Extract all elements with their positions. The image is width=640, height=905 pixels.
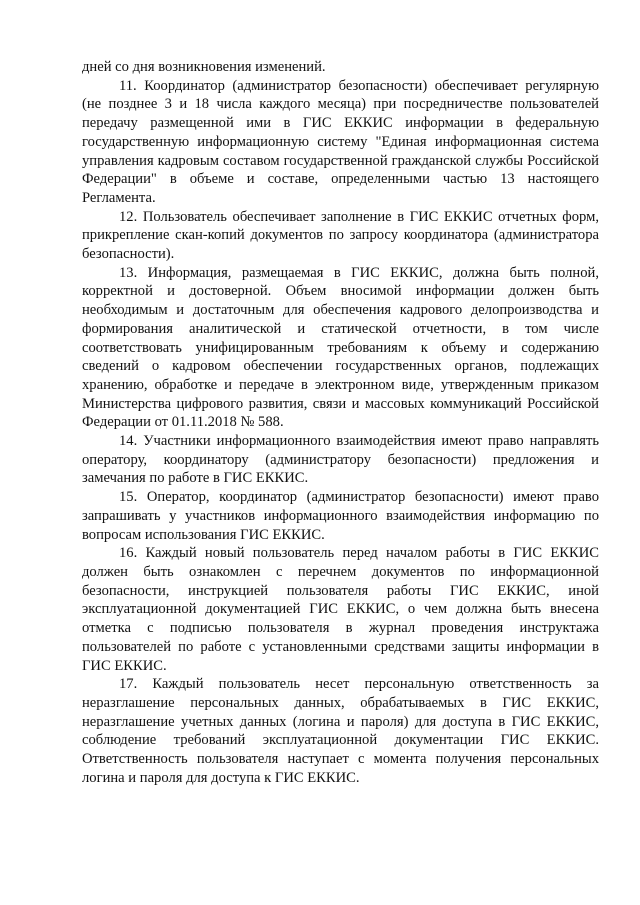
paragraph-continuation	[82, 58, 599, 77]
paragraph-15	[82, 488, 599, 544]
paragraph-12	[82, 208, 599, 264]
paragraph-text: Каждый новый пользователь перед началом работы в ГИС ЕККИС должен быть ознакомлен с перечнем документов по информационной безопасности, инструкцией пользователя работы ГИС ЕККИС, иной эксплуатационной документацией ГИС ЕККИС, о чем должна быть внесена отметка с подписью пользователя в журнал проведения инструктажа пользователей по работе с установленными средствами защиты информации в ГИС ЕККИС.	[82, 545, 599, 674]
paragraph-number: 16.	[119, 545, 138, 562]
paragraph-11	[82, 77, 599, 208]
paragraph-text: Координатор (администратор безопасности) обеспечивает регулярную (не позднее 3 и 18 числа каждого месяца) при посредничестве пользователей передачу размещенной ими в ГИС ЕККИС информации в федеральную государственную информационную систему "Единая информационная система управления кадровым составом государственной гражданской службы Российской Федерации" в объеме и составе, определенными частью 13 настоящего Регламента.	[82, 77, 599, 206]
paragraph-text: дней со дня возникновения изменений.	[82, 59, 326, 75]
paragraph-text: Участники информационного взаимодействия имеют право направлять оператору, координатору (администратору безопасности) предложения и замечания по работе в ГИС ЕККИС.	[82, 433, 599, 487]
paragraph-13	[82, 264, 599, 432]
paragraph-text: Информация, размещаемая в ГИС ЕККИС, должна быть полной, корректной и достоверной. Объем вносимой информации должен быть необходимым и достаточным для обеспечения кадрового делопроизводства и формирования аналитической и статической отчетности, в том числе соответствовать унифицированным требованиям к объему и содержанию сведений о кадровом обеспечении государственных органов, подлежащих хранению, обработке и передаче в электронном виде, утвержденным приказом Министерства цифрового развития, связи и массовых коммуникаций Российской Федерации от 01.11.2018 № 588.	[82, 264, 599, 431]
paragraph-number: 12.	[119, 208, 138, 225]
paragraph-number: 15.	[119, 489, 138, 506]
paragraph-number: 17.	[119, 676, 138, 693]
paragraph-16	[82, 544, 599, 675]
paragraph-number: 11.	[119, 77, 137, 94]
paragraph-number: 13.	[119, 264, 138, 281]
paragraph-number: 14.	[119, 433, 138, 450]
paragraph-17	[82, 675, 599, 787]
paragraph-text: Пользователь обеспечивает заполнение в ГИС ЕККИС отчетных форм, прикрепление скан-копий документов по запросу координатора (администратора безопасности).	[82, 208, 599, 263]
paragraph-14	[82, 432, 599, 488]
document-page	[82, 58, 599, 787]
paragraph-text: Оператор, координатор (администратор безопасности) имеют право запрашивать у участников информационного взаимодействия информацию по вопросам использования ГИС ЕККИС.	[82, 489, 600, 543]
paragraph-text: Каждый пользователь несет персональную ответственность за неразглашение персональных данных, обрабатываемых в ГИС ЕККИС, неразглашение учетных данных (логина и пароля) для доступа в ГИС ЕККИС, соблюдение требований эксплуатационной документации ГИС ЕККИС. Ответственность пользователя наступает с момента получения персональных логина и пароля для доступа к ГИС ЕККИС.	[82, 676, 599, 786]
